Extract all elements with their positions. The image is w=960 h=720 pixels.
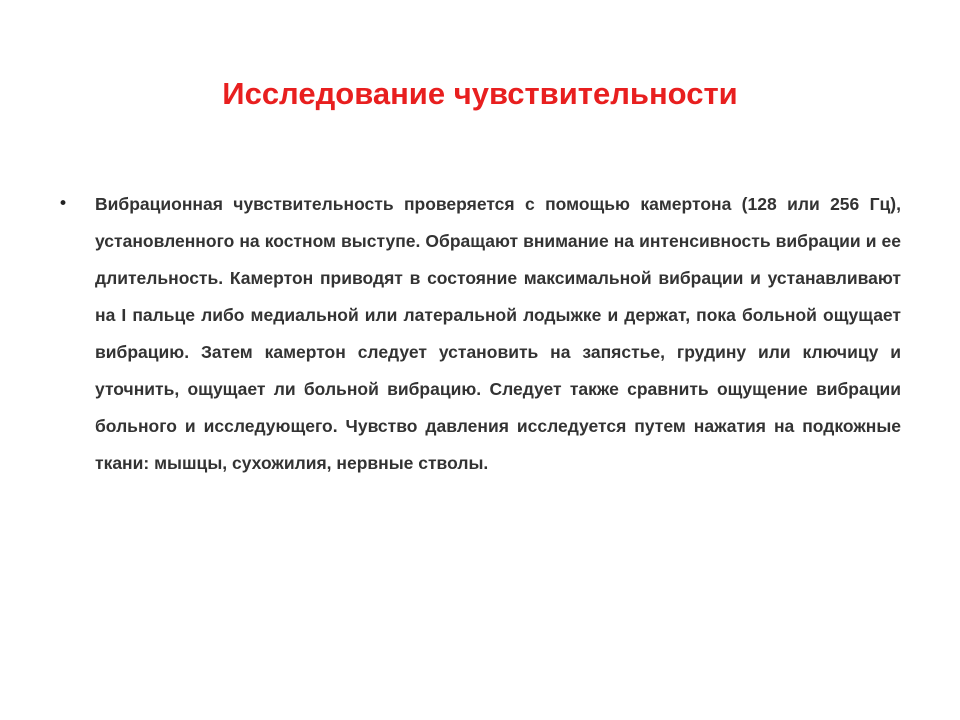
bullet-item: [0, 186, 960, 482]
slide-title: Исследование чувствительности: [222, 76, 738, 111]
bullet-list: [0, 186, 960, 482]
bullet-text: Вибрационная чувствительность проверяется с помощью камертона (128 или 256 Гц), установленного на костном выступе. Обращают внимание на интенсивность вибрации и ее длительность. Камертон приводят в состояние максимальной вибрации и устанавливают на I пальце либо медиальной или латеральной лодыжке и держат, пока больной ощущает вибрацию. Затем камертон следует установить на запястье, грудину или ключицу и уточнить, ощущает ли больной вибрацию. Следует также сравнить ощущение вибрации больного и исследующего. Чувство давления исследуется путем нажатия на подкожные ткани: мышцы, сухожилия, нервные стволы.: [95, 194, 901, 473]
bullet-marker: •: [58, 194, 69, 214]
